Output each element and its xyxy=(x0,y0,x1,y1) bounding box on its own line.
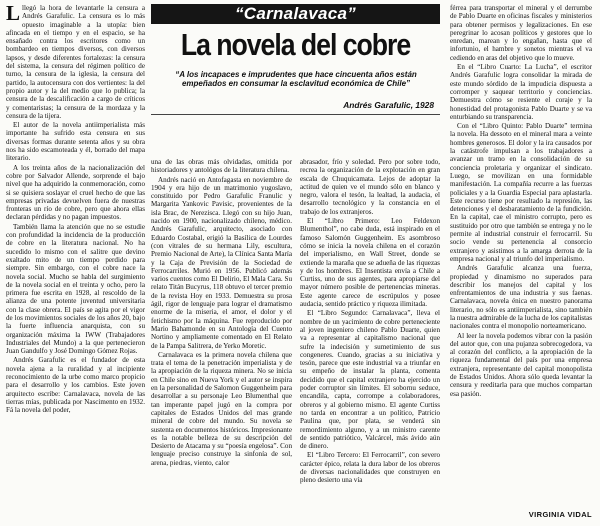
paragraph: una de las obras más olvidadas, omitida por historiadores y antológos de la literatura chilena. xyxy=(151,158,292,175)
byline: VIRGINIA VIDAL xyxy=(528,510,592,519)
drop-cap: L xyxy=(6,4,21,25)
divider xyxy=(151,114,440,115)
headline: La novela del cobre xyxy=(180,27,411,62)
paragraph: El autor de la novela antiimperialista más importante ha sufrido esta censura en sus diversas formas durante setenta años y su obra nos ha sido escamoteada y él, borrado del mapa literario. xyxy=(6,121,145,163)
epigraph: “A los incapaces e imprudentes que hace cincuenta años están empeñados en consumar la esclavitud económica de Chile” xyxy=(175,70,417,89)
paragraph xyxy=(6,4,145,120)
paragraph: Andrés Garafulic alcanza una fuerza, propiedad y dinamismo no superados para describir los manejos del capital y los enfrentamientos de una industria y sus faenas. Carnalavaca, novela énica en nuestro panorama literario, no sólo es antiimperialista, sino también la nuestra admirable de la lucha de los capitalistas nacionales contra el monopolio norteamericano. xyxy=(450,264,592,331)
paragraph: Con el “Libro Quinto: Pablo Duarte” termina la novela. Ha dessoto en el mineral mara a veinte hombres generosos. El dolor y la ira causados por la catástrofe impulsan a los trabajadores a avanzar un tramo en la consolidación de su conciencia proletaria y organizar el sindicato. Luego, se movilizan en una formidable manifestación. La compañía recurre a las fuerzas policiales y a la Guardia Especial para aplastarla. Este recurso tiene por resultado la represión, las detenciones y el desbaratamiento de la fundición. En la capital, cae el ministro corrupto, pero es sustituido por otro que también se entrega y no le permite al industrial construir el ferrocarril. Su socio vende su pertenencia al consorcio extranjero y asistimos a la amarga derrota de la empresa nacional y al triunfo del imperialismo. xyxy=(450,122,592,263)
paragraph: Al leer la novela podemos vibrar con la pasión del autor que, con una pujanza sobrecogedora, va al corazón del conflicto, a la apropiación de la riqueza fundamental del país por una empresa extranjera, representante del capital monopolista de Estados Unidos. Ahora sólo queda levantar la censura y reeditarla para que muchos compartan esa pasión. xyxy=(450,331,592,398)
paragraph: Andrés nació en Antofagasta en noviembre de 1904 y era hijo de un matrimonio yugoslavo, constituido por Pedro Garafulic Franulic y Margarita Yankovic Pavisic, provenientes de la isla Brac, de Nerezisca. Llegó con su hijo Juan, nacido en 1900, nacionalizado chileno, médico. Andrés Garafulic, arquitecto, asociado con Eduardo Costabal, erigió la Basílica de Lourdes (con vitrales de su hermana Lily, escultura, Premio Nacional de Arte), la Clínica Santa María y la Caja de Previsión de la Sociedad de Ferrocarriles. Murió en 1956. Publicó además varios cuentos como El Delirio, El Mala Cara. Su relato Titán Bucyrus, 118 obtuvo el tercer premio de la revista Hoy en 1933. Demuestra su prosa ágil, rigor de lenguaje para lograr el dramatismo enorme de la miseria, el amor, el dolor y el fetichismo por la máquina. Fue reproducido por Mario Bahamonde en su Antología del Cuento Nortino y ampliamente comentado en El Relato de la Pampa Salitrera, de Yerko Moretic. xyxy=(151,175,292,350)
paragraph: Andrés Garafulic es el fundador de esta novela ajena a la ruralidad y al incipiente reconocimiento de la urbe como marco propicio para el desarrollo y los cambios. Este joven arquitecto escribe: Carnalavaca, novela de las tierras mías, publicada por Nascimento en 1932. Fá la novela del poder, xyxy=(6,356,145,415)
paragraph: En el “Libro Cuarto: La Lucha”, el escritor Andrés Garafulic logra consolidar la mirada de este mundo sórdido de la impudicia dispuesta a corromper y saquear territorio y conciencias. Demuestra cómo se resiente el coraje y la honestidad del protagonista Pablo Duarte y se va enturbiando su transparencia. xyxy=(450,63,592,121)
epigraph-author: Andrés Garafulic, 1928 xyxy=(343,100,434,110)
paragraph: También llama la atención que no se estudie con profundidad la incidencia de la producción de cobre en la literatura nacional. No ha sucedido lo mismo con el salitre que devino exaltado mito de un tiempo perdido para siempre. Sin embargo, con el cobre nace la novela social. Mucho se habla del surgimiento de la novela social en el treinta y ocho, pero la primera fue escrita en 1928, al rescoldo de la alianza de una potente juventud universitaria con la clase obrera. El país se agita por el vigor de los movimientos sociales de los años 20, bajo la fuerte influencia anarquista, con su organización máxima la IWW (Trabajadores Industriales del Mundo) a la que pertenecieron Juan Gandulfo y José Domingo Gómez Rojas. xyxy=(6,222,145,356)
paragraph-text: llegó la hora de levantarle la censura a Andrés Garafulic. La censura es lo más opuesto imaginable a la utopía: bien afincada en el tiempo y en el espacio, se ha ensañado contra los escritores como un bombardeo en tiempos diversos, con diversos lapsos, y desde diferentes fortalezas: la censura del sistema, la censura del régimen político de turno, la censura de la iglesia, la censura del partido, la autocensura con dos vertientes: la del propio autor y la del medio que lo publica; la censura de la descalificación a cargo de críticos y comentaristas; la censura de la mordaza y la censura de la tijera. xyxy=(6,4,145,120)
kicker-banner: “Carnalavaca” xyxy=(151,4,440,24)
article-column-2 xyxy=(151,158,292,520)
paragraph: férrea para transportar el mineral y el derrumbe de Pablo Duarte en oficinas fiscales y ministerios para obtener permisos y legalizaciones. En ese peregrinar lo acosan políticos y gestores que lo enredan, marean y lo engañan, hasta que el infortunio, el hambre y sonetos mientras el va cediendo en aras del objetivo que lo mueve. xyxy=(450,4,592,62)
paragraph: El “Libro Tercero: El Ferrocarril”, con severo carácter épico, relata la dura labor de los obreros de diversas nacionalidades que construyen en pleno desierto una vía xyxy=(300,451,440,485)
paragraph: El “Libro Primero: Leo Feldexon Blumenthol”, no cabe duda, está inspirado en el famoso Salomón Guggenheim. Es asombroso cómo se inicia la novela chilena en el corazón del imperialismo, en Wall Street, donde se extiende la maraña que se adueña de las riquezas y de los hombres. El Insentista envía a Chile a Curtiss, uno de sus agentes, para apropiarse del mayor número posible de pertenencias mineras. Este agente carece de escrúpulos y posee audacia, sentido práctico y riqueza ilimitada. xyxy=(300,217,440,309)
paragraph: A los treinta años de la nacionalización del cobre por Salvador Allende, sorprende el bajo nivel que ha adquirido la conmemoración, como si se quisiera soslayar el cruel hecho de que las empresas privadas devuelven fuera de nuestras fronteras un río de cobre, pero que ahora ellas declaran pérdidas y no pagan impuestos. xyxy=(6,163,145,222)
article-column-3 xyxy=(300,158,440,520)
article-column-1 xyxy=(6,4,145,514)
paragraph: Carnalavaca es la primera novela chilena que trata el tema de la penetración imperialista y de la apropiación de la riqueza minera. No se inicia en Chile sino en Nueva York y el autor se inspira en la personalidad de Salomon Guggenheim para desarrollar a su personaje Leo Blumenthal que tan imperante papel jugó en la compra por capitales de Estados Unidos del mas grande mineral de cobre del mundo. Su novela se sustenta en documentos históricos. Impresionante es la notable belleza de su descripción del Desierto de Atacama y su “poesía engelosa”. Con lenguaje preciso construye la sinfonía de sol, arena, piedras, viento, calor xyxy=(151,350,292,467)
article-column-4 xyxy=(450,4,592,504)
paragraph: abrasador, frío y soledad. Pero por sobre todo, recrea la organización de la explotación en gran escala de Chuquicamata. Lejos de adoptar la actitud de quien ve el mundo sólo en blanco y negro, valora el tesón, la lealtad, la audacia, el desarrollo tecnológico y la constancia en el trabajo de los extranjeros. xyxy=(300,158,440,216)
paragraph: El “Libro Segundo: Carnalavaca”, lleva el nombre de un yacimiento de cobre perteneciente al joven ingeniero chileno Pablo Duarte, quien va a representar al capitalismo nacional que sufre la indecisión y sumetimiento de sus congeneres. Cuando, gracias a su iniciativa y tesón, parece que este industrial va a triunfar en su empeño de instalar la planta, comenta decidido que el capital extranjero ha ejercido un poder corruptor sin límites. El sobornu seduce, encandila, capta, corrompe a colaboradores, obreros y al gobierno mismo. El agente Curtiss no tarda en encontrar a un político, Patricio Paulina que, por plata, se venderá sin remordimiento alguno, y a un ministro carente de sentido patriótico, Valcárcel, más ávido aún de dinero. xyxy=(300,309,440,451)
